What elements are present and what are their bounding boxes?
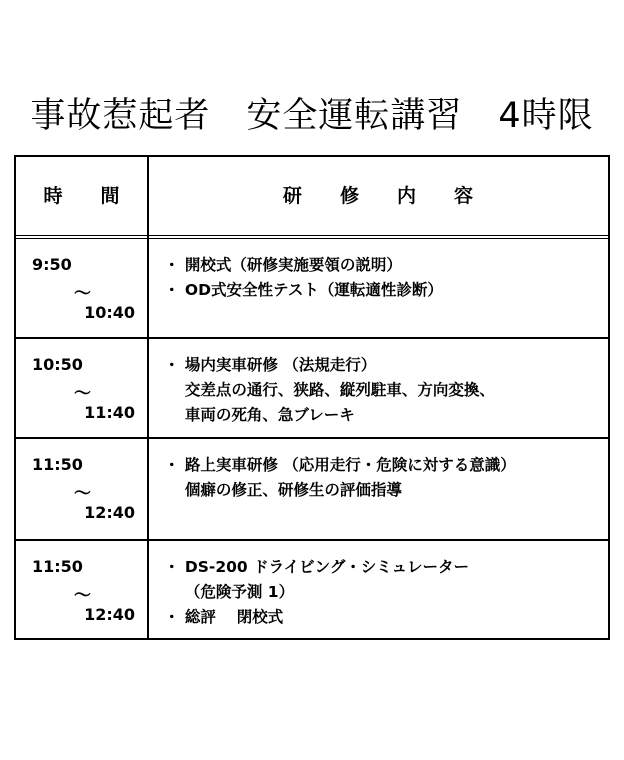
header-content: 研 修 内 容 (282, 185, 473, 207)
content-cell (164, 253, 604, 303)
time-tilde: ～ (74, 384, 91, 404)
time-end: 11:40 (84, 403, 135, 422)
table-row (16, 239, 608, 338)
content-line: ・ OD式安全性テスト（運転適性診断） (164, 281, 443, 299)
content-cell (164, 555, 604, 630)
time-start: 10:50 (32, 355, 83, 374)
content-line: （危険予測 1） (164, 583, 295, 601)
time-start: 11:50 (32, 455, 83, 474)
time-tilde: ～ (74, 586, 91, 606)
content-line: ・ 場内実車研修 （法規走行） (164, 356, 377, 374)
time-start: 11:50 (32, 557, 83, 576)
content-cell (164, 453, 604, 503)
table-header (16, 157, 608, 236)
content-line: 交差点の通行、狭路、縦列駐車、方向変換、 (164, 381, 495, 399)
content-line: ・ DS-200 ドライビング・シミュレーター (164, 558, 470, 576)
time-tilde: ～ (74, 484, 91, 504)
content-line: ・ 総評 閉校式 (164, 608, 284, 626)
time-tilde: ～ (74, 284, 91, 304)
table-row (16, 339, 608, 437)
content-line: ・ 開校式（研修実施要領の説明） (164, 256, 402, 274)
content-line: 個癖の修正、研修生の評価指導 (164, 481, 402, 499)
time-start: 9:50 (32, 255, 72, 274)
time-end: 12:40 (84, 503, 135, 522)
content-line: ・ 路上実車研修 （応用走行・危険に対する意識） (164, 456, 516, 474)
table-row (16, 541, 608, 638)
table-row (16, 439, 608, 539)
header-time: 時 間 (43, 185, 120, 207)
content-cell (164, 353, 604, 428)
schedule-table (14, 155, 610, 640)
time-end: 10:40 (84, 303, 135, 322)
time-end: 12:40 (84, 605, 135, 624)
page-title: 事故惹起者 安全運転講習 4時限 (30, 96, 594, 136)
content-line: 車両の死角、急ブレーキ (164, 406, 355, 424)
